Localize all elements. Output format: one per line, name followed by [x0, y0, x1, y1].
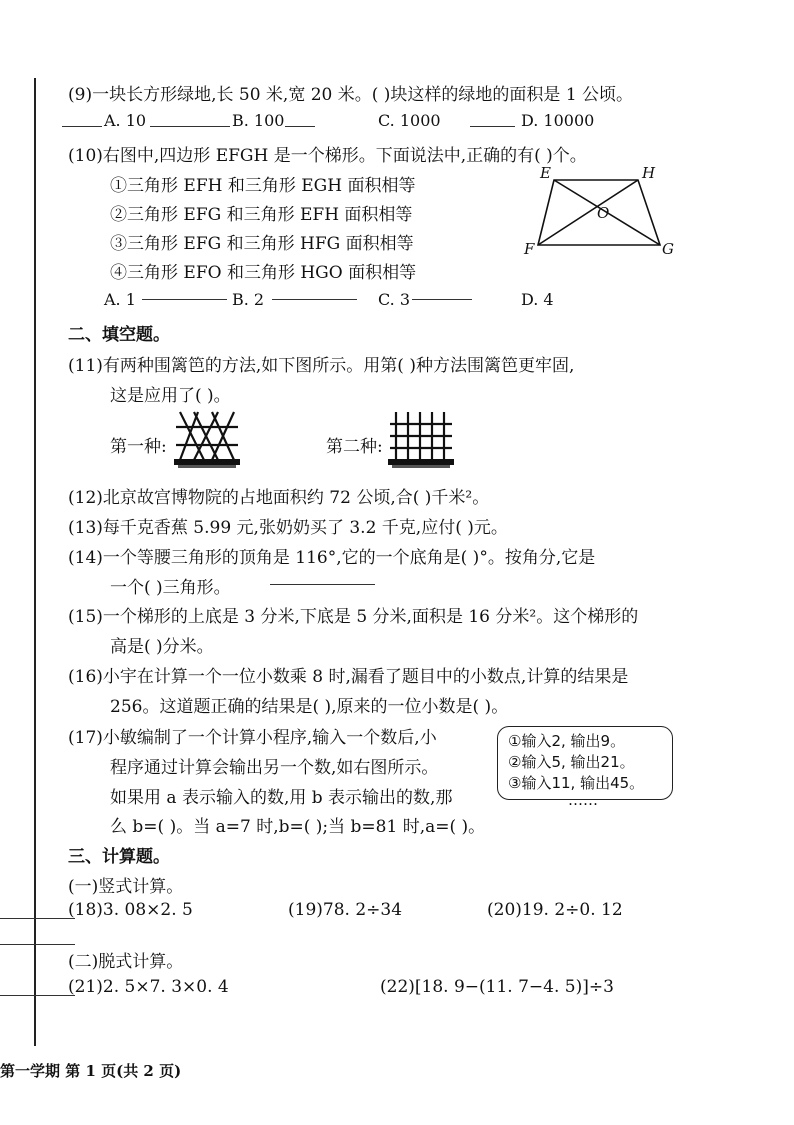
- vertex-label-g: G: [662, 240, 674, 258]
- question-11-line-2: 这是应用了( )。: [110, 386, 231, 406]
- q9-option-c: C. 1000: [378, 111, 441, 130]
- question-18-text: (18)3. 08×2. 5: [68, 900, 193, 920]
- question-22-text: (22)[18. 9−(11. 7−4. 5)]÷3: [380, 977, 614, 997]
- question-15-line-2: 高是( )分米。: [110, 637, 214, 657]
- question-14-line-1: (14)一个等腰三角形的顶角是 116°,它的一个底角是( )°。按角分,它是: [68, 548, 596, 568]
- answer-dash: [0, 944, 75, 945]
- section-3-title: 三、计算题。: [68, 847, 170, 867]
- binding-margin-line: [34, 78, 36, 1046]
- trapezoid-figure: [520, 160, 680, 260]
- answer-dash: [0, 918, 75, 919]
- option-dash: [62, 126, 102, 127]
- vertex-label-h: H: [642, 164, 656, 182]
- vertex-label-o: O: [597, 204, 610, 222]
- q10-option-d: D. 4: [521, 290, 554, 309]
- q10-statement-2: ②三角形 EFG 和三角形 EFH 面积相等: [110, 205, 413, 225]
- question-17-line-4: 么 b=( )。当 a=7 时,b=( );当 b=81 时,a=( )。: [110, 817, 486, 837]
- fence-grid-icon: [388, 410, 454, 470]
- question-16-line-1: (16)小宇在计算一个一位小数乘 8 时,漏看了题目中的小数点,计算的结果是: [68, 667, 629, 687]
- page-footer: 第一学期 第 1 页(共 2 页): [0, 1062, 182, 1080]
- fence-triangle-icon: [174, 410, 240, 470]
- q9-option-b: B. 100: [232, 111, 285, 130]
- question-10-text: (10)右图中,四边形 EFGH 是一个梯形。下面说法中,正确的有( )个。: [68, 146, 587, 166]
- option-dash: [150, 126, 230, 127]
- option-dash: [272, 299, 357, 300]
- answer-dash: [0, 995, 75, 996]
- question-20-text: (20)19. 2÷0. 12: [487, 900, 623, 920]
- question-16-line-2: 256。这道题正确的结果是( ),原来的一位小数是( )。: [110, 697, 509, 717]
- option-dash: [470, 126, 515, 127]
- q9-option-a: A. 10: [104, 111, 147, 130]
- question-17-line-3: 如果用 a 表示输入的数,用 b 表示输出的数,那: [110, 788, 453, 808]
- question-15-line-1: (15)一个梯形的上底是 3 分米,下底是 5 分米,面积是 16 分米²。这个梯形的: [68, 607, 639, 627]
- option-dash: [412, 299, 472, 300]
- question-9-text: (9)一块长方形绿地,长 50 米,宽 20 米。( )块这样的绿地的面积是 1 公顷。: [68, 85, 634, 105]
- program-io-2: ②输入5, 输出21。: [508, 753, 635, 771]
- answer-dash: [270, 584, 375, 585]
- program-io-box: [497, 726, 673, 809]
- diagonal-hf: [538, 180, 638, 245]
- question-17-line-1: (17)小敏编制了一个计算小程序,输入一个数后,小: [68, 728, 437, 748]
- option-dash: [142, 299, 227, 300]
- q10-option-a: A. 1: [104, 290, 136, 309]
- q10-option-c: C. 3: [378, 290, 411, 309]
- q10-statement-1: ①三角形 EFH 和三角形 EGH 面积相等: [110, 176, 416, 196]
- sub-section-1-title: (一)竖式计算。: [68, 877, 184, 897]
- question-21-text: (21)2. 5×7. 3×0. 4: [68, 977, 229, 997]
- vertex-label-e: E: [540, 164, 551, 182]
- program-io-1: ①输入2, 输出9。: [508, 732, 626, 750]
- program-io-ellipsis: ……: [568, 791, 598, 809]
- section-2-title: 二、填空题。: [68, 325, 170, 345]
- question-13-text: (13)每千克香蕉 5.99 元,张奶奶买了 3.2 千克,应付( )元。: [68, 518, 508, 538]
- program-io-3: ③输入11, 输出45。: [508, 774, 645, 792]
- question-19-text: (19)78. 2÷34: [288, 900, 403, 920]
- sub-section-2-title: (二)脱式计算。: [68, 952, 184, 972]
- question-12-text: (12)北京故宫博物院的占地面积约 72 公顷,合( )千米²。: [68, 488, 490, 508]
- fence-method-1-label: 第一种:: [110, 437, 167, 457]
- q10-statement-3: ③三角形 EFG 和三角形 HFG 面积相等: [110, 234, 414, 254]
- q10-option-b: B. 2: [232, 290, 265, 309]
- option-dash: [285, 126, 315, 127]
- question-14-line-2: 一个( )三角形。: [110, 578, 231, 598]
- q9-option-d: D. 10000: [521, 111, 595, 130]
- question-11-line-1: (11)有两种围篱笆的方法,如下图所示。用第( )种方法围篱笆更牢固,: [68, 356, 575, 376]
- question-17-line-2: 程序通过计算会输出另一个数,如右图所示。: [110, 758, 439, 778]
- vertex-label-f: F: [524, 240, 535, 258]
- q10-statement-4: ④三角形 EFO 和三角形 HGO 面积相等: [110, 263, 417, 283]
- fence-method-2-label: 第二种:: [326, 437, 383, 457]
